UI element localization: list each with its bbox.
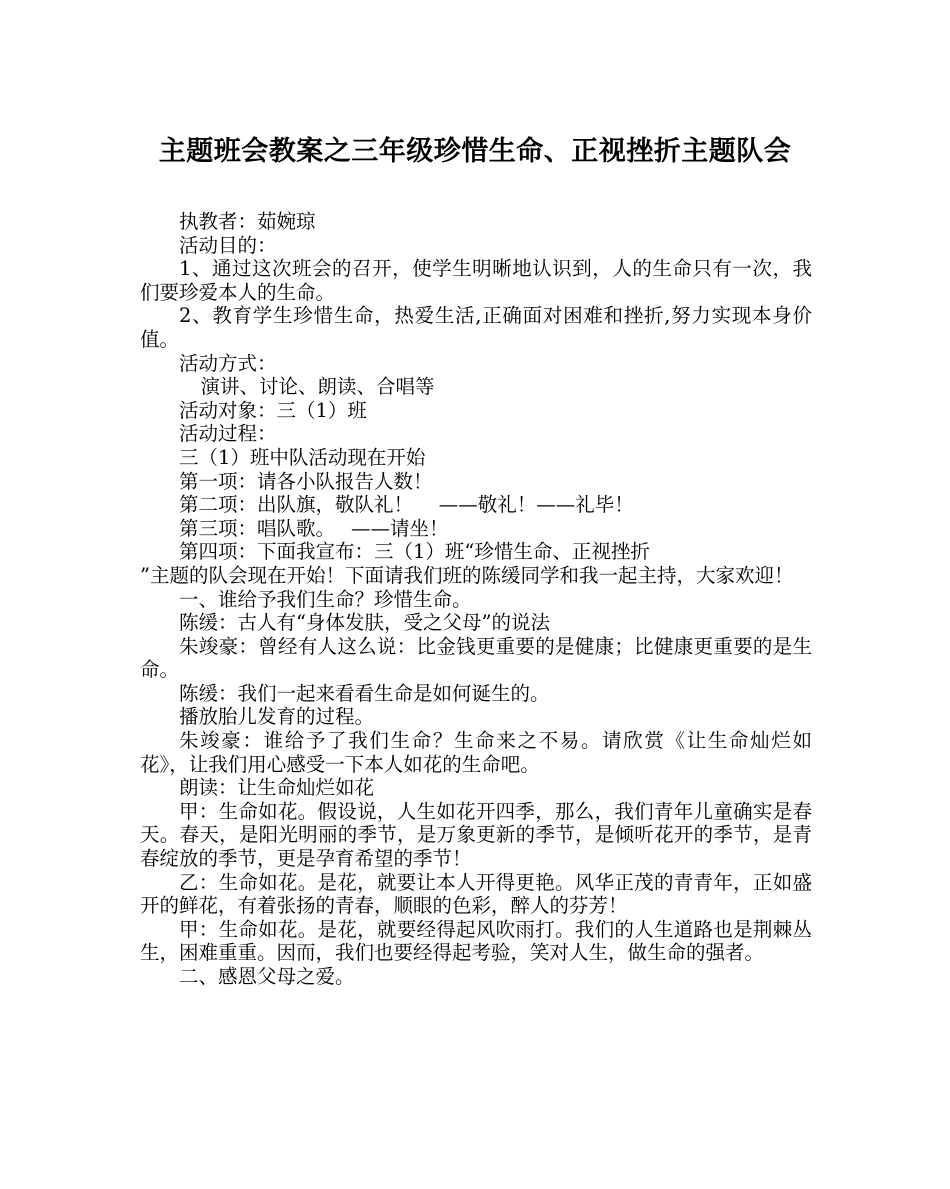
paragraph-reading-title: 朗读：让生命灿烂如花 bbox=[179, 776, 375, 800]
document-title: 主题班会教案之三年级珍惜生命、正视挫折主题队会 bbox=[158, 136, 792, 167]
paragraph-video: 播放胎儿发育的过程。 bbox=[179, 705, 375, 729]
paragraph-reading-a-1: 甲：生命如花。假设说，人生如花开四季，那么，我们青年儿童确实是春天。春天，是阳光明丽的季节，是万象更新的季节，是倾听花开的季节，是青春绽放的季节，更是孕育希望的季节！ bbox=[140, 799, 812, 871]
section-heading-1: 一、谁给予我们生命？珍惜生命。 bbox=[179, 587, 472, 611]
paragraph-dialogue-2: 朱竣豪：曾经有人这么说：比金钱更重要的是健康；比健康更重要的是生命。 bbox=[140, 634, 812, 682]
section-heading-2: 二、感恩父母之爱。 bbox=[179, 965, 355, 988]
paragraph-start: 三（1）班中队活动现在开始 bbox=[179, 445, 426, 469]
paragraph-step-4-continued: ”主题的队会现在开始！下面请我们班的陈缓同学和我一起主持，大家欢迎！ bbox=[140, 563, 794, 587]
paragraph-method-heading: 活动方式： bbox=[179, 351, 277, 375]
paragraph-dialogue-3: 陈缓：我们一起来看看生命是如何诞生的。 bbox=[179, 681, 550, 705]
paragraph-reading-b: 乙：生命如花。是花，就要让本人开得更艳。风华正茂的青青年，正如盛开的鲜花，有着张扬的青春，顺眼的色彩，醉人的芬芳！ bbox=[140, 870, 812, 918]
paragraph-method: 演讲、讨论、朗读、合唱等 bbox=[200, 375, 435, 399]
paragraph-step-3: 第三项：唱队歌。 ——请坐！ bbox=[179, 516, 449, 540]
paragraph-step-1: 第一项：请各小队报告人数！ bbox=[179, 469, 433, 493]
paragraph-goal-1: 1、通过这次班会的召开，使学生明晰地认识到，人的生命只有一次，我们要珍爱本人的生命。 bbox=[140, 257, 812, 304]
document-body bbox=[140, 210, 812, 989]
paragraph-goal-2: 2、教育学生珍惜生命，热爱生活,正确面对困难和挫折,努力实现本身价值。 bbox=[140, 304, 812, 351]
paragraph-step-4: 第四项：下面我宣布：三（1）班“珍惜生命、正视挫折 bbox=[179, 540, 650, 564]
paragraph-dialogue-4: 朱竣豪：谁给予了我们生命？生命来之不易。请欣赏《让生命灿烂如花》，让我们用心感受一下本人如花的生命吧。 bbox=[140, 729, 812, 776]
paragraph-process-heading: 活动过程： bbox=[179, 422, 277, 446]
paragraph-step-2: 第二项：出队旗，敬队礼！ ——敬礼！——礼毕！ bbox=[179, 493, 634, 517]
paragraph-reading-a-2: 甲：生命如花。是花，就要经得起风吹雨打。我们的人生道路也是荆棘丛生，困难重重。因而，我们也要经得起考验，笑对人生，做生命的强者。 bbox=[140, 917, 812, 965]
paragraph-target: 活动对象：三（1）班 bbox=[179, 398, 367, 422]
paragraph-dialogue-1: 陈缓：古人有“身体发肤，受之父母”的说法 bbox=[179, 611, 550, 635]
paragraph-goal-heading: 活动目的： bbox=[179, 233, 277, 257]
paragraph-teacher: 执教者：茹婉琼 bbox=[179, 210, 316, 233]
